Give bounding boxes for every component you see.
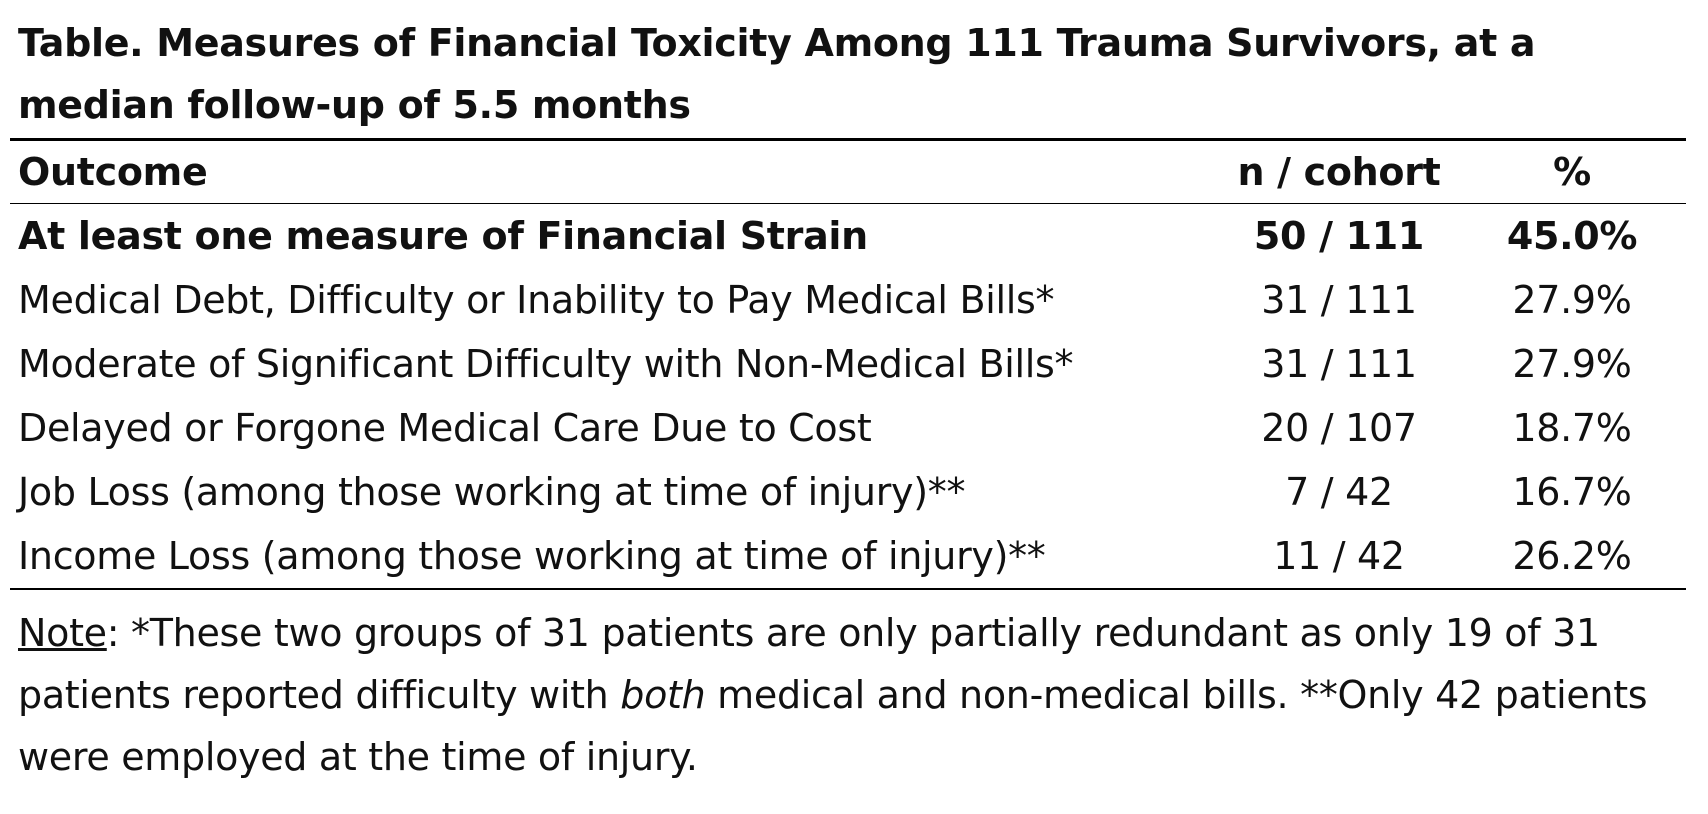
row-percent: 18.7% xyxy=(1512,406,1632,450)
note-label: Note xyxy=(18,611,107,655)
row-percent: 45.0% xyxy=(1506,214,1638,258)
row-outcome: Delayed or Forgone Medical Care Due to Cost xyxy=(18,406,872,450)
header-percent: % xyxy=(1553,150,1591,194)
row-outcome: Income Loss (among those working at time of injury)** xyxy=(18,534,1046,578)
row-n-cohort: 11 / 42 xyxy=(1273,534,1405,578)
row-percent: 26.2% xyxy=(1512,534,1632,578)
row-outcome: At least one measure of Financial Strain xyxy=(18,214,868,258)
table-row xyxy=(10,396,1686,460)
table-body xyxy=(10,204,1686,590)
row-n-cohort: 7 / 42 xyxy=(1285,470,1393,514)
table-row xyxy=(10,268,1686,332)
row-outcome: Medical Debt, Difficulty or Inability to Pay Medical Bills* xyxy=(18,278,1055,322)
row-percent: 27.9% xyxy=(1512,342,1632,386)
table-row xyxy=(10,204,1686,269)
table-header xyxy=(10,140,1686,204)
row-percent: 27.9% xyxy=(1512,278,1632,322)
table-row xyxy=(10,524,1686,589)
row-n-cohort: 31 / 111 xyxy=(1261,342,1417,386)
note-emphasis: both xyxy=(620,673,706,717)
header-row xyxy=(10,140,1686,204)
header-outcome: Outcome xyxy=(18,150,208,194)
note-text-part1: : *These two groups of 31 patients are only partially redundant as only 19 of 31 patients reported difficulty with xyxy=(18,611,1600,717)
row-outcome: Job Loss (among those working at time of injury)** xyxy=(18,470,966,514)
row-n-cohort: 50 / 111 xyxy=(1253,214,1425,258)
row-n-cohort: 31 / 111 xyxy=(1261,278,1417,322)
table-title: Table. Measures of Financial Toxicity Among 111 Trauma Survivors, at a median follow-up of 5.5 months xyxy=(18,21,1536,127)
table-footnote xyxy=(18,602,1688,788)
row-outcome: Moderate of Significant Difficulty with Non-Medical Bills* xyxy=(18,342,1074,386)
header-n-cohort: n / cohort xyxy=(1237,150,1441,194)
row-n-cohort: 20 / 107 xyxy=(1261,406,1417,450)
note-text-part2: medical and non-medical bills. **Only 42 patients were employed at the time of injury. xyxy=(18,673,1648,779)
row-percent: 16.7% xyxy=(1512,470,1632,514)
table-row xyxy=(10,332,1686,396)
financial-toxicity-table xyxy=(10,138,1686,590)
table-row xyxy=(10,460,1686,524)
